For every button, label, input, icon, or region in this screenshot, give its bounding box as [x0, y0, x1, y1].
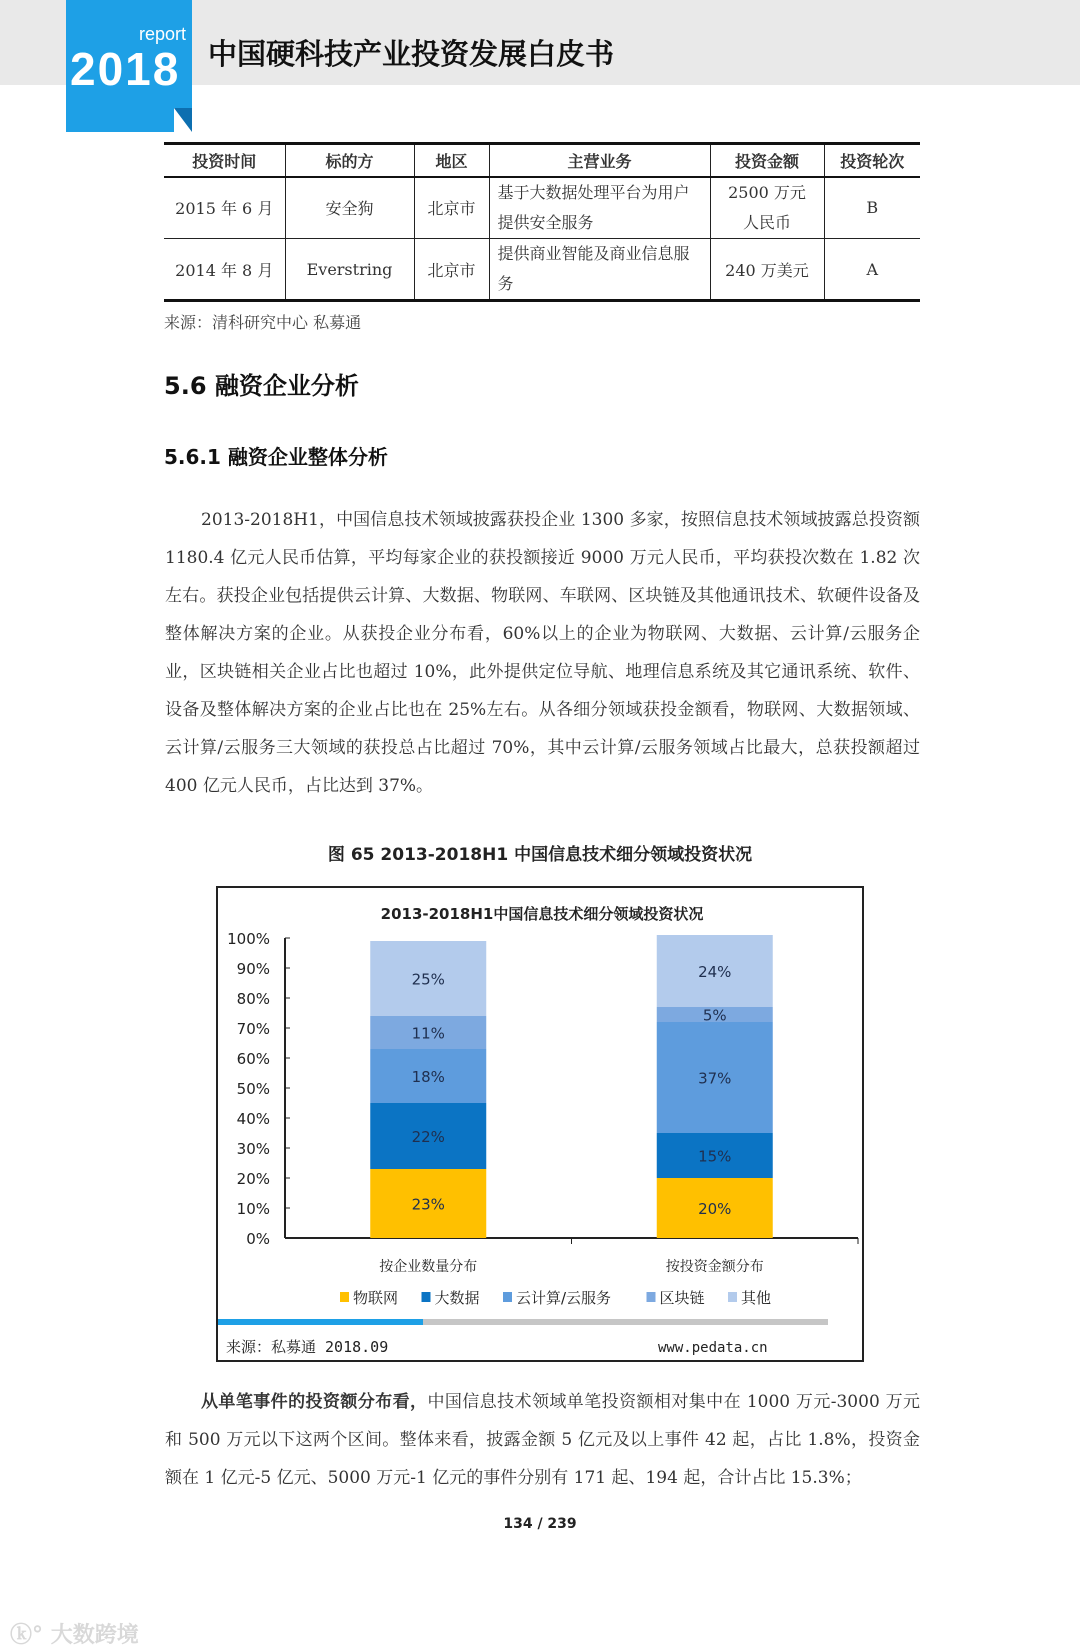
y-tick-label: 100% — [227, 930, 270, 948]
column-header: 标的方 — [285, 144, 414, 177]
body-paragraph: 2013-2018H1，中国信息技术领域披露获投企业 1300 多家，按照信息技术领域披露总投资额 1180.4 亿元人民币估算，平均每家企业的获投额接近 9000 万元人民币，平均获投次数在 1.82 次左右。获投企业包括提供云计算、大数据、物联网、车联网、区块链及其他通讯技术、软硬件设备及整体解决方案的企业。从获投企业分布看，60%以上的企业为物联网、大数据、云计算/云服务企业，区块链相关企业占比也超过 10%，此外提供定位导航、地理信息系统及其它通讯系统、软件、设备及整体解决方案的企业占比也在 25%左右。从各细分领域获投金额看，物联网、大数据领域、云计算/云服务三大领域的获投总占比超过 70%，其中云计算/云服务领域占比最大，总获投额超过 400 亿元人民币，占比达到 37%。 — [165, 510, 920, 796]
data-label: 25% — [411, 970, 445, 989]
table-row — [164, 239, 920, 301]
legend-label: 大数据 — [434, 1289, 480, 1307]
document-title: 中国硬科技产业投资发展白皮书 — [208, 37, 615, 71]
logo-report-text: report — [138, 24, 186, 44]
table-cell: 2014 年 8 月 — [164, 239, 285, 301]
data-label: 20% — [698, 1200, 732, 1218]
y-tick-label: 30% — [236, 1140, 270, 1158]
table-cell: 北京市 — [414, 177, 489, 239]
data-label: 15% — [698, 1147, 732, 1166]
category-label: 按企业数量分布 — [379, 1259, 478, 1275]
table-cell: 2015 年 6 月 — [164, 177, 285, 239]
watermark-logo-icon: ⓚ° — [10, 1623, 44, 1648]
y-tick-label: 20% — [236, 1170, 270, 1188]
chart-title: 2013-2018H1中国信息技术细分领域投资状况 — [380, 905, 704, 923]
legend-label: 物联网 — [353, 1289, 399, 1307]
table-cell: 北京市 — [414, 239, 489, 301]
y-tick-label: 10% — [236, 1200, 270, 1218]
table-cell: 安全狗 — [285, 177, 414, 239]
y-tick-label: 50% — [236, 1080, 270, 1098]
table-cell: A — [824, 239, 920, 301]
legend-swatch — [647, 1292, 656, 1302]
column-header: 地区 — [414, 144, 489, 177]
logo-fold-corner — [174, 108, 192, 132]
legend-label: 其他 — [741, 1289, 772, 1307]
legend-swatch — [340, 1292, 349, 1302]
table-cell: 2500 万元人民币 — [710, 177, 824, 239]
column-header: 投资轮次 — [824, 144, 920, 177]
footer-bar-gray — [423, 1319, 828, 1325]
investment-table — [164, 142, 920, 302]
legend-swatch — [503, 1292, 512, 1302]
chart-source: 来源：私募通 2018.09 — [226, 1338, 389, 1356]
y-tick-label: 0% — [246, 1230, 270, 1248]
data-label: 22% — [411, 1128, 445, 1146]
section-heading: 5.6 融资企业分析 — [164, 372, 359, 400]
column-header: 主营业务 — [489, 144, 710, 177]
logo-year: 2018 — [70, 43, 181, 95]
y-tick-label: 60% — [236, 1050, 270, 1068]
paragraph-lead: 从单笔事件的投资额分布看， — [201, 1392, 428, 1412]
data-label: 11% — [411, 1024, 445, 1043]
body-paragraph-2 — [165, 1383, 920, 1497]
watermark-text: 大数跨境 — [50, 1623, 139, 1648]
paragraph-text: 中国信息技术领域单笔投资额相对集中在 1000 万元-3000 万元和 500 万元以下这两个区间。整体来看，披露金额 5 亿元及以上事件 42 起，占比 1.8%，投资金额在 1 亿元-5 亿元、5000 万元-1 亿元的事件分别有 171 起、194 起，合计占比 15.3%； — [165, 1392, 920, 1488]
y-tick-label: 90% — [236, 960, 270, 978]
data-label: 23% — [411, 1195, 445, 1214]
report-logo — [66, 0, 192, 132]
data-label: 5% — [702, 1006, 727, 1025]
category-label: 按投资金额分布 — [665, 1259, 764, 1275]
legend-swatch — [422, 1292, 431, 1302]
data-label: 18% — [411, 1068, 445, 1086]
page-number: 134 / 239 — [503, 1516, 577, 1532]
table-cell: 基于大数据处理平台为用户提供安全服务 — [489, 177, 710, 239]
legend-label: 云计算/云服务 — [516, 1289, 612, 1307]
subsection-heading: 5.6.1 融资企业整体分析 — [164, 445, 388, 469]
table-cell: B — [824, 177, 920, 239]
data-label: 37% — [698, 1069, 732, 1088]
table-header-row — [164, 144, 920, 177]
table-row — [164, 177, 920, 239]
footer-bar-blue — [218, 1319, 423, 1325]
figure-caption: 图 65 2013-2018H1 中国信息技术细分领域投资状况 — [327, 845, 753, 865]
column-header: 投资时间 — [164, 144, 285, 177]
legend-label: 区块链 — [659, 1289, 705, 1307]
table-source: 来源：清科研究中心 私募通 — [164, 313, 362, 332]
watermark — [10, 1618, 139, 1649]
y-tick-label: 40% — [236, 1110, 270, 1128]
table-cell: 提供商业智能及商业信息服务 — [489, 239, 710, 301]
data-label: 24% — [698, 963, 732, 981]
table-cell: Everstring — [285, 239, 414, 301]
chart-website: www.pedata.cn — [658, 1340, 768, 1356]
table-cell: 240 万美元 — [710, 239, 824, 301]
stacked-bar-chart — [218, 888, 866, 1364]
column-header: 投资金额 — [710, 144, 824, 177]
y-tick-label: 70% — [236, 1020, 270, 1038]
chart-frame — [216, 886, 864, 1362]
y-tick-label: 80% — [236, 990, 270, 1008]
legend-swatch — [728, 1292, 737, 1302]
